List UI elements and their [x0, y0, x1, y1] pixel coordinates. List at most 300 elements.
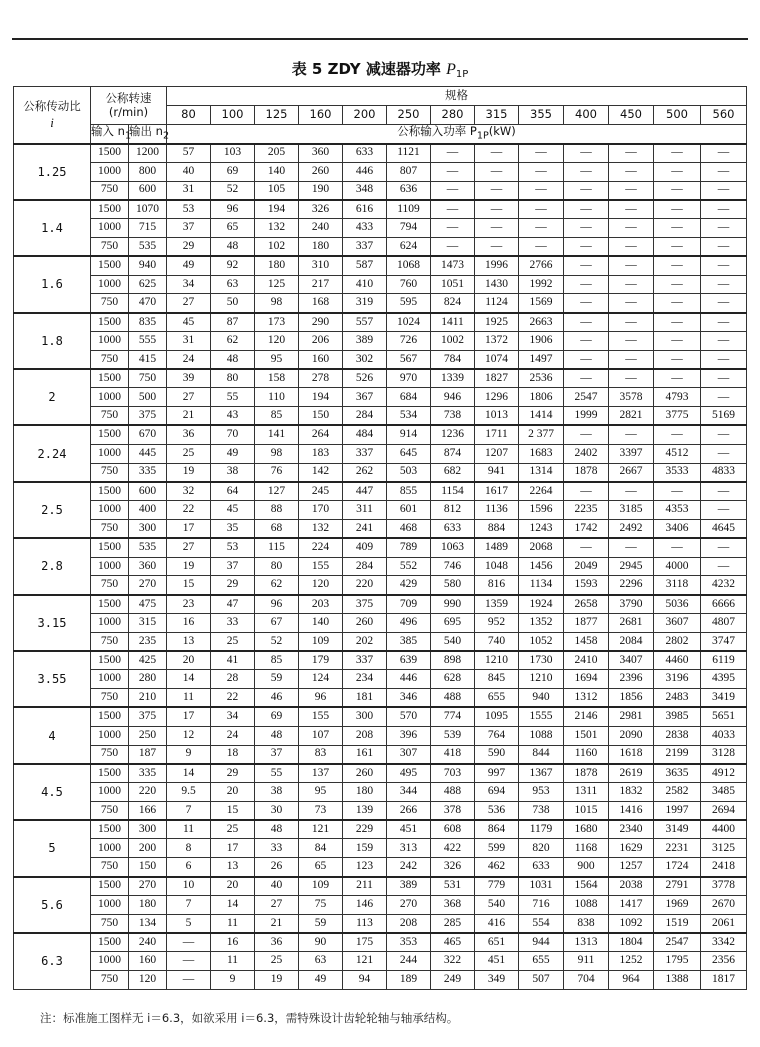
power-cell: 67 [255, 613, 299, 632]
table-row [14, 895, 747, 914]
ratio-cell: 3.55 [14, 651, 91, 707]
power-cell: 4833 [701, 463, 747, 482]
power-cell: 2547 [564, 388, 609, 407]
power-cell: — [167, 971, 211, 990]
power-cell: 1473 [431, 256, 475, 275]
input-speed-cell: 1000 [91, 501, 129, 520]
output-speed-sub: 2 [162, 130, 170, 142]
power-cell: 27 [167, 294, 211, 313]
power-cell: 40 [167, 162, 211, 181]
power-cell: 2090 [609, 726, 654, 745]
power-cell: 1236 [431, 425, 475, 444]
input-speed-cell: 750 [91, 181, 129, 200]
power-cell: 1817 [701, 971, 747, 990]
output-speed-cell: 800 [129, 162, 167, 181]
power-cell: 944 [519, 933, 564, 952]
power-cell: 9 [167, 745, 211, 764]
power-cell: 633 [519, 858, 564, 877]
power-cell: 34 [167, 275, 211, 294]
power-cell: 260 [343, 613, 387, 632]
power-cell: 1312 [564, 689, 609, 708]
output-speed-cell: 300 [129, 820, 167, 839]
power-cell: — [654, 219, 701, 238]
power-cell: 52 [255, 632, 299, 651]
input-speed-cell: 1000 [91, 219, 129, 238]
output-speed-cell: 375 [129, 407, 167, 426]
power-cell: — [519, 219, 564, 238]
power-cell: 105 [255, 181, 299, 200]
power-cell: 140 [255, 162, 299, 181]
power-cell: 175 [343, 933, 387, 952]
power-cell: 18 [211, 745, 255, 764]
power-cell: 2791 [654, 877, 701, 896]
ratio-cell: 2.24 [14, 425, 91, 481]
input-speed-cell: 1000 [91, 952, 129, 971]
power-cell: — [701, 444, 747, 463]
input-speed-cell: 1000 [91, 162, 129, 181]
power-cell: 844 [519, 745, 564, 764]
power-cell: 1092 [609, 914, 654, 933]
power-cell: 202 [343, 632, 387, 651]
power-cell: 211 [343, 877, 387, 896]
power-cell: 88 [255, 501, 299, 520]
power-cell: 1878 [564, 764, 609, 783]
power-cell: 75 [299, 895, 343, 914]
power-cell: — [609, 275, 654, 294]
power-cell: 4912 [701, 764, 747, 783]
power-cell: 1109 [387, 200, 431, 219]
input-speed-cell: 750 [91, 407, 129, 426]
power-cell: 27 [167, 538, 211, 557]
power-cell: — [431, 237, 475, 256]
power-cell: 1134 [519, 576, 564, 595]
power-cell: 189 [387, 971, 431, 990]
power-cell: 1068 [387, 256, 431, 275]
output-speed-cell: 270 [129, 877, 167, 896]
power-cell: 65 [211, 219, 255, 238]
power-cell: 580 [431, 576, 475, 595]
power-cell: 1680 [564, 820, 609, 839]
table-row [14, 707, 747, 726]
output-speed-cell: 166 [129, 801, 167, 820]
power-cell: — [609, 162, 654, 181]
power-cell: — [475, 200, 519, 219]
output-speed-cell: 200 [129, 839, 167, 858]
power-cell: 898 [431, 651, 475, 670]
power-cell: — [564, 294, 609, 313]
table-row [14, 858, 747, 877]
power-cell: 2396 [609, 670, 654, 689]
power-cell: 3790 [609, 595, 654, 614]
power-cell: 326 [431, 858, 475, 877]
power-cell: 150 [299, 407, 343, 426]
output-speed-cell: 300 [129, 519, 167, 538]
power-cell: 1501 [564, 726, 609, 745]
power-cell: 418 [431, 745, 475, 764]
power-cell: 1629 [609, 839, 654, 858]
power-cell: 684 [387, 388, 431, 407]
power-cell: 760 [387, 275, 431, 294]
power-cell: — [701, 313, 747, 332]
power-cell: 488 [431, 689, 475, 708]
input-speed-cell: 750 [91, 294, 129, 313]
power-cell: 103 [211, 144, 255, 163]
power-cell: — [519, 237, 564, 256]
power-cell: 14 [167, 670, 211, 689]
power-cell: 1367 [519, 764, 564, 783]
power-cell: 1031 [519, 877, 564, 896]
power-cell: — [475, 162, 519, 181]
power-header-unit: (kW) [488, 124, 516, 139]
power-cell: 3196 [654, 670, 701, 689]
power-cell: 98 [255, 444, 299, 463]
power-cell: 368 [431, 895, 475, 914]
power-cell: 1052 [519, 632, 564, 651]
power-cell: 69 [211, 162, 255, 181]
power-cell: — [564, 331, 609, 350]
power-cell: — [701, 294, 747, 313]
power-cell: 141 [255, 425, 299, 444]
power-cell: 2663 [519, 313, 564, 332]
ratio-cell: 4 [14, 707, 91, 763]
power-cell: 4645 [701, 519, 747, 538]
ratio-cell: 4.5 [14, 764, 91, 820]
power-cell: 3985 [654, 707, 701, 726]
power-cell: 29 [211, 576, 255, 595]
power-cell: 633 [343, 144, 387, 163]
power-cell: 1296 [475, 388, 519, 407]
power-cell: 1359 [475, 595, 519, 614]
power-cell: 121 [343, 952, 387, 971]
power-cell: 367 [343, 388, 387, 407]
power-cell: 451 [475, 952, 519, 971]
power-cell: 2340 [609, 820, 654, 839]
power-cell: 319 [343, 294, 387, 313]
power-cell: 599 [475, 839, 519, 858]
input-speed-cell: 1000 [91, 783, 129, 802]
power-cell: 446 [387, 670, 431, 689]
input-speed-cell: 1500 [91, 256, 129, 275]
power-cell: 2410 [564, 651, 609, 670]
output-speed-cell: 415 [129, 350, 167, 369]
power-cell: 911 [564, 952, 609, 971]
power-cell: 726 [387, 331, 431, 350]
power-cell: 52 [211, 181, 255, 200]
power-cell: 764 [475, 726, 519, 745]
power-cell: 53 [167, 200, 211, 219]
power-cell: 378 [431, 801, 475, 820]
power-cell: 3125 [701, 839, 747, 858]
power-cell: — [654, 313, 701, 332]
power-cell: 45 [211, 501, 255, 520]
power-cell: 25 [167, 444, 211, 463]
power-cell: 716 [519, 895, 564, 914]
input-speed-cell: 1000 [91, 670, 129, 689]
power-cell: 32 [167, 482, 211, 501]
power-cell: — [654, 425, 701, 444]
power-cell: — [654, 256, 701, 275]
power-cell: 11 [167, 689, 211, 708]
power-cell: 682 [431, 463, 475, 482]
table-row [14, 407, 747, 426]
power-cell: 1388 [654, 971, 701, 990]
power-cell: 27 [167, 388, 211, 407]
power-cell: — [654, 369, 701, 388]
power-cell: 203 [299, 595, 343, 614]
table-row [14, 144, 747, 163]
power-cell: 1430 [475, 275, 519, 294]
power-cell: 19 [167, 463, 211, 482]
power-cell: 970 [387, 369, 431, 388]
power-cell: 1002 [431, 331, 475, 350]
power-cell: 651 [475, 933, 519, 952]
power-cell: — [701, 538, 747, 557]
power-cell: 601 [387, 501, 431, 520]
power-cell: 11 [211, 952, 255, 971]
power-cell: 311 [343, 501, 387, 520]
power-cell: 1806 [519, 388, 564, 407]
power-cell: 3149 [654, 820, 701, 839]
table-title-text: 表 5 ZDY 减速器功率 [291, 60, 441, 78]
power-cell: 2 377 [519, 425, 564, 444]
power-cell: 1160 [564, 745, 609, 764]
power-cell: 5651 [701, 707, 747, 726]
power-header [167, 125, 747, 144]
speed-header-label: 公称转速 [105, 91, 152, 105]
power-cell: — [701, 331, 747, 350]
power-cell: 25 [211, 820, 255, 839]
output-speed-cell: 625 [129, 275, 167, 294]
power-cell: 41 [211, 651, 255, 670]
power-cell: 49 [299, 971, 343, 990]
power-cell: 2681 [609, 613, 654, 632]
power-cell: 47 [211, 595, 255, 614]
power-cell: 87 [211, 313, 255, 332]
table-row [14, 576, 747, 595]
power-cell: 313 [387, 839, 431, 858]
power-cell: 14 [167, 764, 211, 783]
power-cell: 1013 [475, 407, 519, 426]
table-row [14, 745, 747, 764]
size-header-cell: 500 [654, 106, 701, 125]
power-cell: 29 [167, 237, 211, 256]
power-cell: 1564 [564, 877, 609, 896]
power-cell: — [701, 219, 747, 238]
power-cell: — [609, 256, 654, 275]
power-cell: 2418 [701, 858, 747, 877]
power-cell: 616 [343, 200, 387, 219]
input-speed-cell: 1000 [91, 275, 129, 294]
power-cell: 2821 [609, 407, 654, 426]
power-cell: 655 [475, 689, 519, 708]
output-speed-cell: 500 [129, 388, 167, 407]
power-cell: 1711 [475, 425, 519, 444]
power-cell: — [609, 350, 654, 369]
power-cell: 113 [343, 914, 387, 933]
power-cell: 21 [167, 407, 211, 426]
power-cell: 34 [211, 707, 255, 726]
power-header-label: 公称输入功率 P [397, 124, 477, 139]
input-speed-cell: 1000 [91, 895, 129, 914]
power-cell: 37 [211, 557, 255, 576]
table-row [14, 877, 747, 896]
power-cell: 465 [431, 933, 475, 952]
table-row [14, 538, 747, 557]
table-row [14, 275, 747, 294]
power-cell: 337 [343, 651, 387, 670]
power-cell: 526 [343, 369, 387, 388]
power-cell: 4353 [654, 501, 701, 520]
power-cell: 2049 [564, 557, 609, 576]
power-cell: — [654, 331, 701, 350]
size-header-cell: 200 [343, 106, 387, 125]
power-cell: 2235 [564, 501, 609, 520]
power-cell: 447 [343, 482, 387, 501]
power-cell: 1996 [475, 256, 519, 275]
power-cell: 36 [167, 425, 211, 444]
power-cell: — [609, 219, 654, 238]
power-cell: 17 [167, 707, 211, 726]
power-cell: 120 [299, 576, 343, 595]
input-speed-cell: 1000 [91, 331, 129, 350]
input-speed-cell: 750 [91, 519, 129, 538]
power-cell: 746 [431, 557, 475, 576]
power-cell: 534 [387, 407, 431, 426]
input-speed-cell: 1500 [91, 707, 129, 726]
power-cell: 1313 [564, 933, 609, 952]
power-cell: 12 [167, 726, 211, 745]
power-cell: 13 [167, 632, 211, 651]
input-speed-cell: 1000 [91, 557, 129, 576]
power-cell: 337 [343, 237, 387, 256]
power-cell: 22 [167, 501, 211, 520]
power-cell: 462 [475, 858, 519, 877]
power-cell: 110 [255, 388, 299, 407]
power-cell: — [564, 200, 609, 219]
input-speed-label: 输入 n [91, 124, 125, 139]
power-cell: 590 [475, 745, 519, 764]
power-cell: 10 [167, 877, 211, 896]
power-cell: 242 [387, 858, 431, 877]
power-cell: — [475, 237, 519, 256]
table-row [14, 463, 747, 482]
power-cell: 349 [475, 971, 519, 990]
power-cell: 85 [255, 651, 299, 670]
power-cell: 4460 [654, 651, 701, 670]
table-row [14, 256, 747, 275]
power-cell: 270 [387, 895, 431, 914]
power-cell: 1088 [564, 895, 609, 914]
power-cell: 703 [431, 764, 475, 783]
power-cell: 1617 [475, 482, 519, 501]
power-cell: 1179 [519, 820, 564, 839]
power-cell: 84 [299, 839, 343, 858]
power-cell: 260 [343, 764, 387, 783]
input-speed-cell: 1000 [91, 388, 129, 407]
power-cell: 1730 [519, 651, 564, 670]
table-row [14, 952, 747, 971]
power-cell: 3775 [654, 407, 701, 426]
power-cell: 85 [255, 407, 299, 426]
table-title [0, 58, 760, 80]
power-cell: — [609, 294, 654, 313]
power-cell: 31 [167, 181, 211, 200]
power-cell: 1569 [519, 294, 564, 313]
power-cell: 155 [299, 707, 343, 726]
power-cell: 39 [167, 369, 211, 388]
power-cell: 220 [343, 576, 387, 595]
footnote: 注：标准施工图样无 i＝6.3，如欲采用 i＝6.3，需特殊设计齿轮轮轴与轴承结构。 [40, 1011, 459, 1025]
power-cell: 4512 [654, 444, 701, 463]
ratio-cell: 1.25 [14, 144, 91, 200]
power-cell: 115 [255, 538, 299, 557]
power-cell: 137 [299, 764, 343, 783]
power-cell: 3128 [701, 745, 747, 764]
power-cell: 552 [387, 557, 431, 576]
power-cell: 50 [211, 294, 255, 313]
power-cell: 68 [255, 519, 299, 538]
power-cell: 1121 [387, 144, 431, 163]
power-cell: 1906 [519, 331, 564, 350]
power-cell: 422 [431, 839, 475, 858]
power-cell: 90 [299, 933, 343, 952]
power-cell: 738 [519, 801, 564, 820]
output-speed-cell: 280 [129, 670, 167, 689]
power-cell: 2199 [654, 745, 701, 764]
input-speed-cell: 1500 [91, 933, 129, 952]
power-cell: 159 [343, 839, 387, 858]
input-speed-cell: 750 [91, 632, 129, 651]
power-cell: 812 [431, 501, 475, 520]
power-cell: 95 [299, 783, 343, 802]
power-cell: 337 [343, 444, 387, 463]
power-cell: 941 [475, 463, 519, 482]
power-cell: 4000 [654, 557, 701, 576]
size-header-cell: 160 [299, 106, 343, 125]
power-cell: 1168 [564, 839, 609, 858]
power-cell: 3578 [609, 388, 654, 407]
power-cell: 64 [211, 482, 255, 501]
power-cell: — [609, 313, 654, 332]
power-cell: 1804 [609, 933, 654, 952]
power-cell: 3607 [654, 613, 701, 632]
power-cell: — [431, 200, 475, 219]
top-rule [12, 38, 748, 40]
power-cell: 173 [255, 313, 299, 332]
power-cell: 96 [255, 595, 299, 614]
power-cell: 845 [475, 670, 519, 689]
power-cell: 1456 [519, 557, 564, 576]
table-title-symbol: P [446, 61, 456, 78]
power-cell: 794 [387, 219, 431, 238]
power-cell: 2619 [609, 764, 654, 783]
power-cell: 55 [255, 764, 299, 783]
power-cell: 2038 [609, 877, 654, 896]
power-cell: — [609, 369, 654, 388]
output-speed-cell: 400 [129, 501, 167, 520]
input-speed-cell: 750 [91, 745, 129, 764]
power-cell: 40 [255, 877, 299, 896]
table-row [14, 294, 747, 313]
ratio-cell: 1.6 [14, 256, 91, 312]
power-cell: 205 [255, 144, 299, 163]
size-header-cell: 250 [387, 106, 431, 125]
power-cell: 997 [475, 764, 519, 783]
power-cell: 194 [255, 200, 299, 219]
power-cell: 125 [255, 275, 299, 294]
power-cell: 587 [343, 256, 387, 275]
power-cell: 37 [255, 745, 299, 764]
